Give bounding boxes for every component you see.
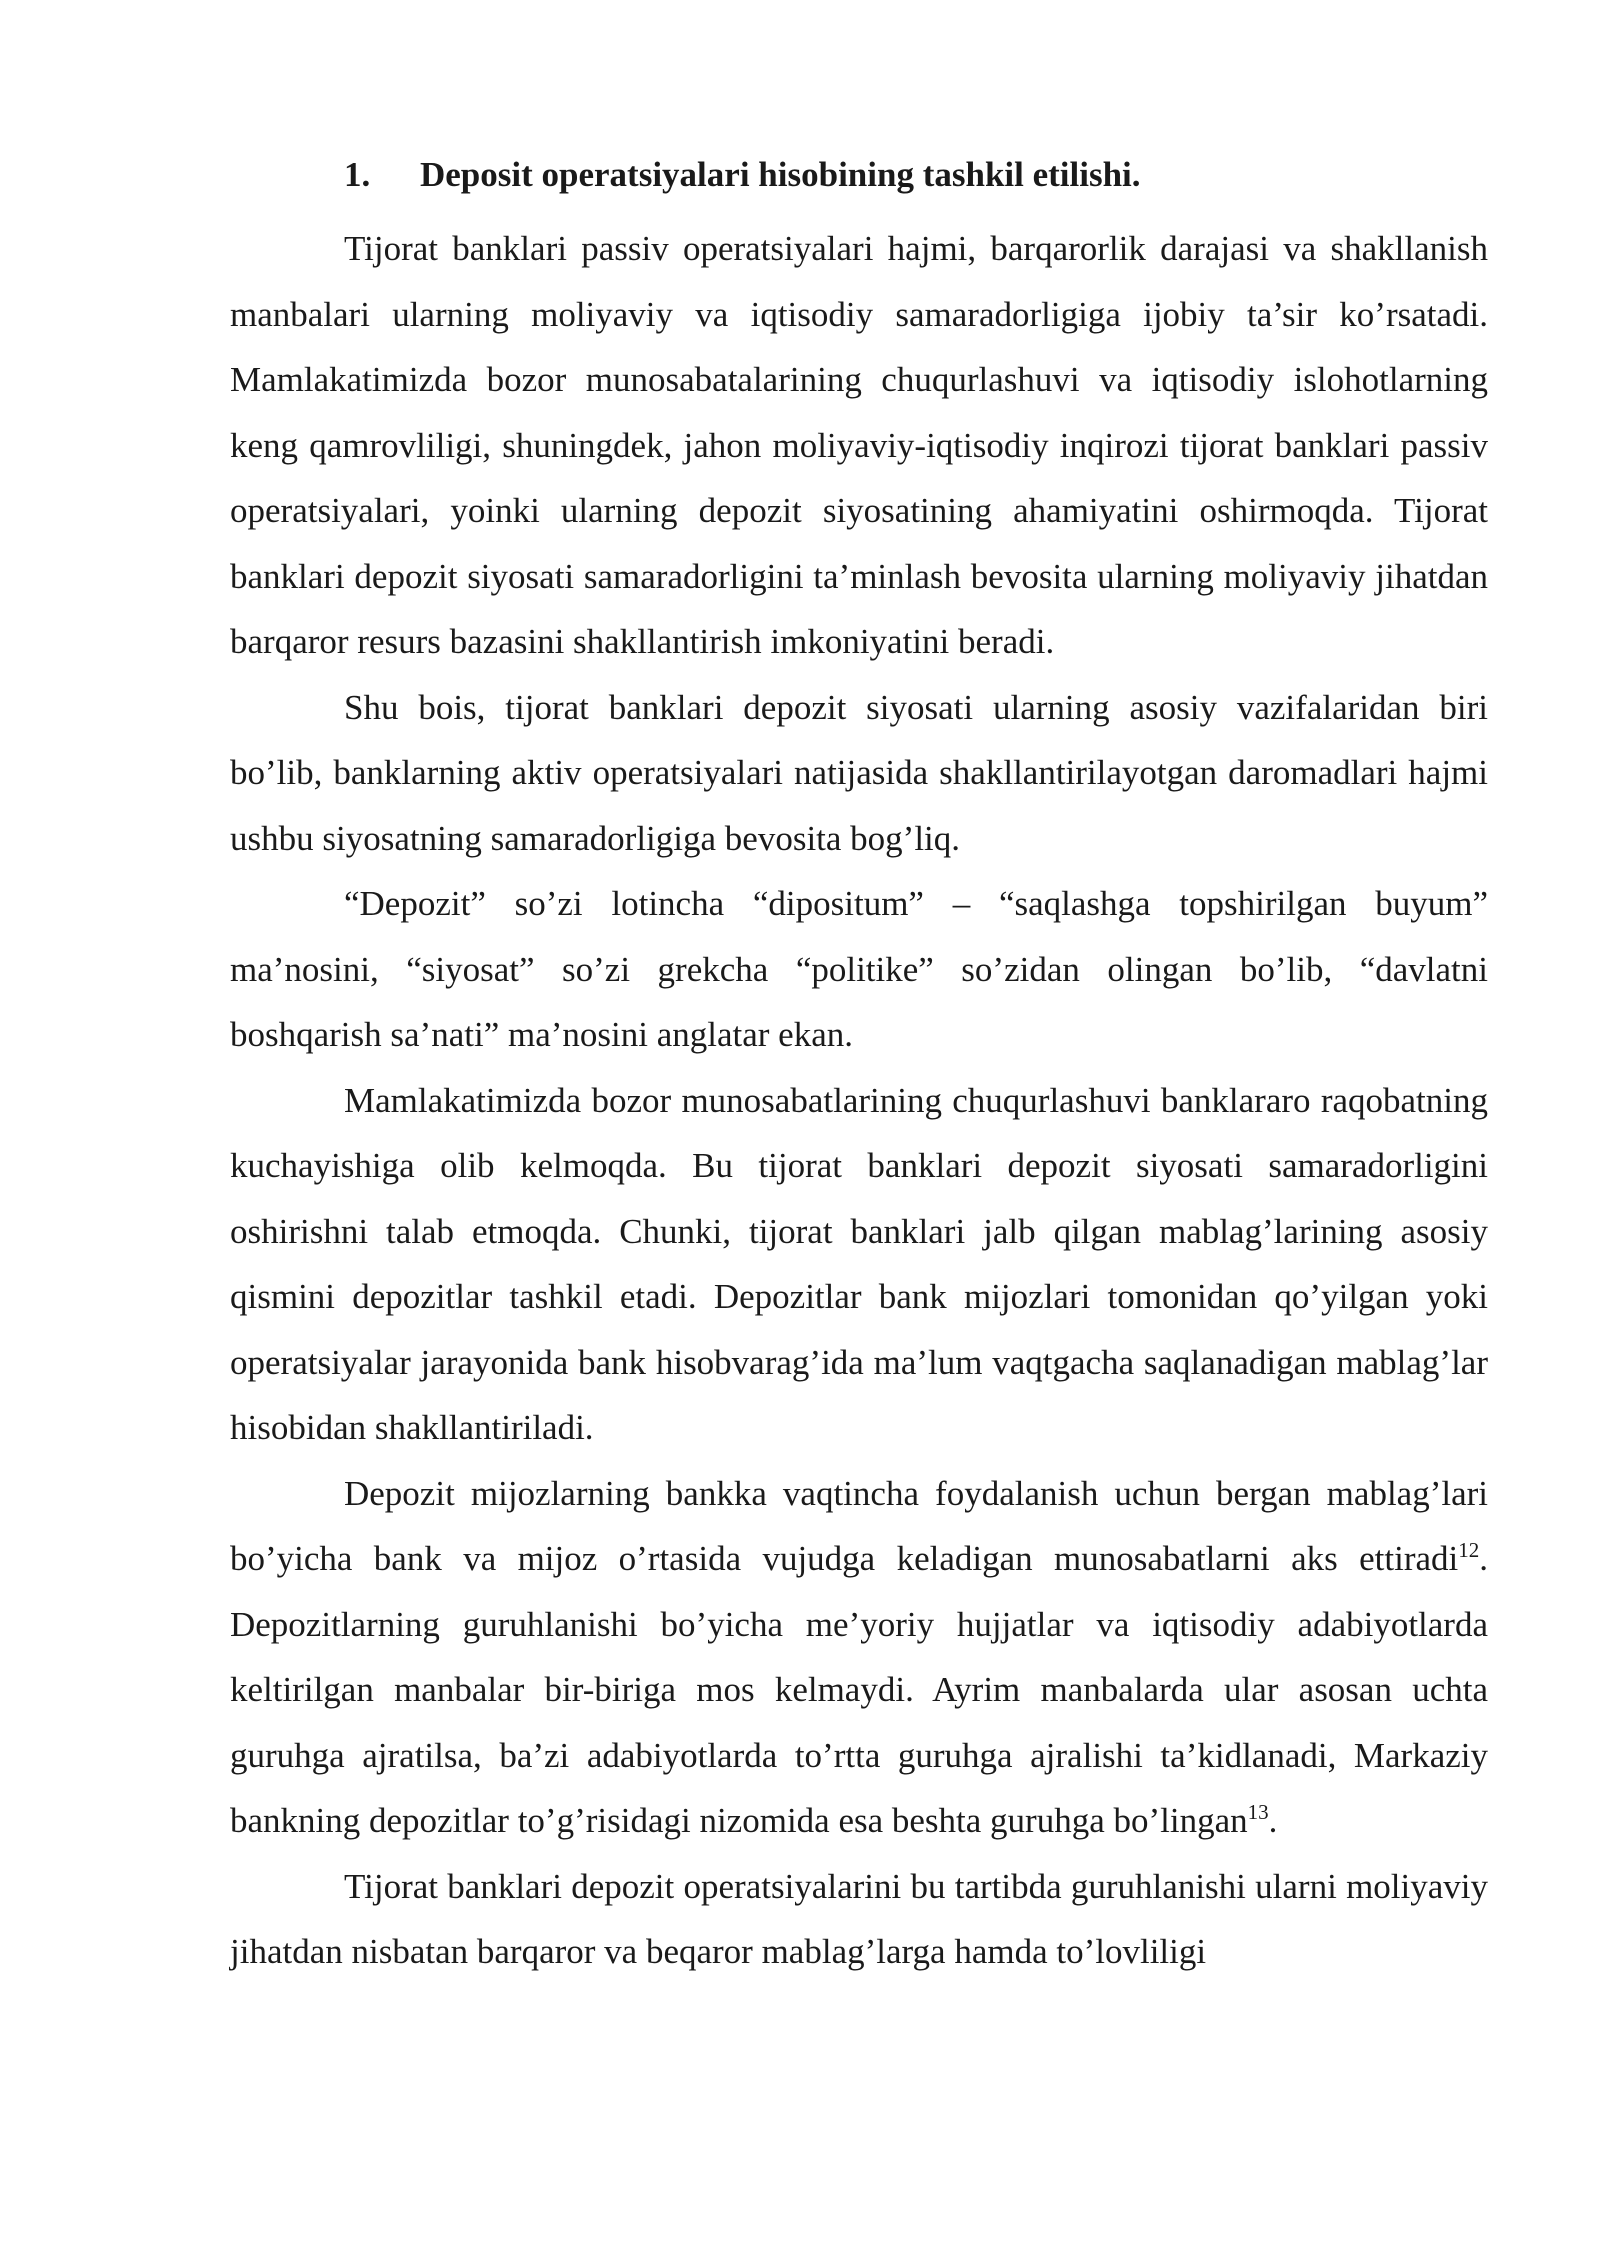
paragraph-6: Tijorat banklari depozit operatsiyalarini bu tartibda guruhlanishi ularni moliyaviy jihatdan nisbatan barqaror va beqaror mablag’larga hamda to’lovliligi: [230, 1866, 1488, 1971]
document-page: [230, 150, 1488, 1985]
section-title: Deposit operatsiyalari hisobining tashkil etilishi.: [420, 155, 1141, 194]
footnote-ref-12: 12: [1458, 1538, 1480, 1562]
section-number: 1.: [344, 155, 371, 194]
paragraph-1: Tijorat banklari passiv operatsiyalari hajmi, barqarorlik darajasi va shakllanish manbalari ularning moliyaviy va iqtisodiy samaradorligiga ijobiy ta’sir ko’rsatadi. Mamlakatimizda bozor munosabatalarining chuqurlashuvi va iqtisodiy islohotlarning keng qamrovliligi, shuningdek, jahon moliyaviy-iqtisodiy inqirozi tijorat banklari passiv operatsiyalari, yoinki ularning depozit siyosatining ahamiyatini oshirmoqda. Tijorat banklari depozit siyosati samaradorligini ta’minlash bevosita ularning moliyaviy jihatdan barqaror resurs bazasini shakllantirish imkoniyatini beradi.: [230, 229, 1488, 661]
paragraph-5: [230, 1461, 1488, 1854]
paragraph-3: “Depozit” so’zi lotincha “dipositum” – “saqlashga topshirilgan buyum” ma’nosini, “siyosat” so’zi grekcha “politike” so’zidan olingan bo’lib, “davlatni boshqarish sa’nati” ma’nosini anglatar ekan.: [230, 884, 1488, 1054]
paragraph-2: Shu bois, tijorat banklari depozit siyosati ularning asosiy vazifalaridan biri bo’lib, banklarning aktiv operatsiyalari natijasida shakllantirilayotgan daromadlari hajmi ushbu siyosatning samaradorligiga bevosita bog’liq.: [230, 687, 1488, 858]
paragraph-5-part-1: Depozit mijozlarning bankka vaqtincha foydalanish uchun bergan mablag’lari bo’yicha bank va mijoz o’rtasida vujudga keladigan munosabatlarni aks ettiradi: [230, 1473, 1488, 1578]
paragraph-5-part-3: .: [1268, 1801, 1278, 1840]
section-heading: [230, 150, 1488, 200]
paragraph-5-part-2: . Depozitlarning guruhlanishi bo’yicha me’yoriy hujjatlar va iqtisodiy adabiyotlarda keltirilgan manbalar bir-biriga mos kelmaydi. Ayrim manbalarda ular asosan uchta guruhga ajratilsa, ba’zi adabiyotlarda to’rtta guruhga ajralishi ta’kidlanadi, Markaziy bankning depozitlar to’g’risidagi nizomida esa beshta guruhga bo’lingan: [230, 1539, 1488, 1840]
footnote-ref-13: 13: [1247, 1800, 1269, 1824]
paragraph-4: Mamlakatimizda bozor munosabatlarining chuqurlashuvi banklararo raqobatning kuchayishiga olib kelmoqda. Bu tijorat banklari depozit siyosati samaradorligini oshirishni talab etmoqda. Chunki, tijorat banklari jalb qilgan mablag’larining asosiy qismini depozitlar tashkil etadi. Depozitlar bank mijozlari tomonidan qo’yilgan yoki operatsiyalar jarayonida bank hisobvarag’ida ma’lum vaqtgacha saqlanadigan mablag’lar hisobidan shakllantiriladi.: [230, 1080, 1488, 1447]
